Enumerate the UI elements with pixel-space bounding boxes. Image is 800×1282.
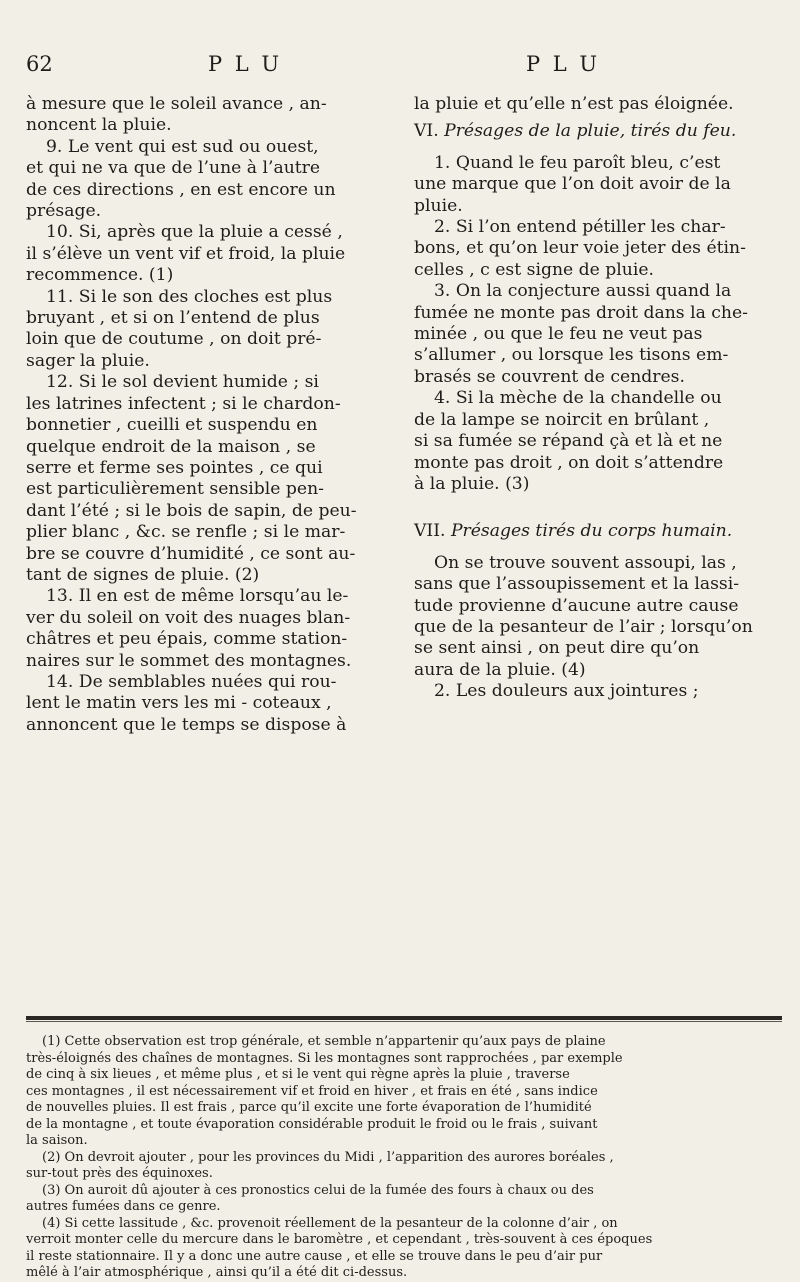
text-line: de la lampe se noircit en brûlant , bbox=[414, 409, 710, 430]
running-head-right: P L U bbox=[526, 52, 601, 76]
text-line: noncent la pluie. bbox=[26, 115, 172, 136]
section-numeral: VII. bbox=[414, 521, 446, 542]
text-line: 10. Si, après que la pluie a cessé , bbox=[46, 222, 343, 243]
footnote-line: verroit monter celle du mercure dans le baromètre , et cependant , très-souvent à ces époques bbox=[26, 1232, 653, 1247]
text-line: 12. Si le sol devient humide ; si bbox=[46, 372, 319, 393]
text-line: 2. Si l’on entend pétiller les char- bbox=[434, 217, 726, 238]
text-line: dant l’été ; si le bois de sapin, de peu- bbox=[26, 500, 357, 521]
text-line: recommence. (1) bbox=[26, 265, 174, 286]
footnote-line: de cinq à six lieues , et même plus , et si le vent qui règne après la pluie , traverse bbox=[26, 1067, 570, 1082]
section-heading-body bbox=[414, 521, 782, 542]
footnote-rule-thin bbox=[26, 1021, 782, 1022]
text-line: les latrines infectent ; si le chardon- bbox=[26, 393, 341, 414]
text-line: à mesure que le soleil avance , an- bbox=[26, 94, 327, 114]
text-line: monte pas droit , on doit s’attendre bbox=[414, 452, 724, 473]
text-line: il s’élève un vent vif et froid, la pluie bbox=[26, 243, 346, 264]
text-line: bons, et qu’on leur voie jeter des étin- bbox=[414, 238, 746, 259]
text-line: aura de la pluie. (4) bbox=[414, 659, 586, 680]
text-line: bonnetier , cueilli et suspendu en bbox=[26, 415, 318, 436]
text-line: est particulièrement sensible pen- bbox=[26, 479, 324, 500]
text-line: présage. bbox=[26, 201, 102, 222]
text-line: annoncent que le temps se dispose à bbox=[26, 714, 347, 735]
text-line: quelque endroit de la maison , se bbox=[26, 436, 316, 457]
text-line: ver du soleil on voit des nuages blan- bbox=[26, 607, 351, 628]
text-line: lent le matin vers les mi - coteaux , bbox=[26, 693, 332, 714]
text-line: une marque que l’on doit avoir de la bbox=[414, 174, 731, 195]
text-line: 11. Si le son des cloches est plus bbox=[46, 286, 333, 307]
text-line: On se trouve souvent assoupi, las , bbox=[434, 552, 737, 573]
text-line: sager la pluie. bbox=[26, 350, 150, 371]
text-line: 9. Le vent qui est sud ou ouest, bbox=[46, 136, 319, 157]
text-line: et qui ne va que de l’une à l’autre bbox=[26, 158, 321, 179]
footnote-line: (3) On auroit dû ajouter à ces pronostics celui de la fumée des fours à chaux ou des bbox=[42, 1182, 594, 1198]
section-heading-fire bbox=[414, 121, 782, 142]
section-title: Présages de la pluie, tirés du feu. bbox=[444, 121, 737, 142]
text-line: serre et ferme ses pointes , ce qui bbox=[26, 457, 323, 478]
footnote-line: (4) Si cette lassitude , &c. provenoit réellement de la pesanteur de la colonne d’air , on bbox=[42, 1215, 618, 1231]
footnote-line: ces montagnes , il est nécessairement vif et froid en hiver , et frais en été , sans indice bbox=[26, 1083, 598, 1099]
footnote-line: autres fumées dans ce genre. bbox=[26, 1199, 221, 1214]
footnote-line: de nouvelles pluies. Il est frais , parce qu’il excite une forte évaporation de l’humidité bbox=[26, 1100, 592, 1115]
text-line: à la pluie. (3) bbox=[414, 473, 530, 494]
section-body-body bbox=[414, 553, 782, 703]
text-line: bre se couvre d’humidité , ce sont au- bbox=[26, 543, 356, 564]
section-title: Présages tirés du corps humain. bbox=[450, 521, 733, 542]
footnote-line: la saison. bbox=[26, 1133, 88, 1148]
text-line: plier blanc , &c. se renfle ; si le mar- bbox=[26, 522, 346, 543]
text-line: bruyant , et si on l’entend de plus bbox=[26, 308, 320, 329]
section-body-fire bbox=[414, 153, 782, 496]
text-line: brasés se couvrent de cendres. bbox=[414, 366, 685, 387]
text-line: naires sur le sommet des montagnes. bbox=[26, 650, 352, 671]
text-line: châtres et peu épais, comme station- bbox=[26, 629, 348, 650]
footnote-line: (2) On devroit ajouter , pour les provinces du Midi , l’apparition des aurores boréales , bbox=[42, 1149, 614, 1165]
text-line: tude provienne d’aucune autre cause bbox=[414, 595, 739, 616]
text-line: fumée ne monte pas droit dans la che- bbox=[414, 302, 748, 323]
left-column bbox=[26, 94, 396, 736]
text-line: minée , ou que le feu ne veut pas bbox=[414, 324, 703, 345]
footnote-rule bbox=[26, 1016, 782, 1020]
footnote-line: très-éloignés des chaînes de montagnes. Si les montagnes sont rapprochées , par exemple bbox=[26, 1050, 623, 1066]
text-line: que de la pesanteur de l’air ; lorsqu’on bbox=[414, 616, 753, 637]
running-head-left: P L U bbox=[208, 52, 283, 76]
page-number: 62 bbox=[26, 52, 53, 76]
text-line: 3. On la conjecture aussi quand la bbox=[434, 281, 732, 302]
footnote-line: il reste stationnaire. Il y a donc une autre cause , et elle se trouve dans le peu d’air pur bbox=[26, 1248, 603, 1264]
text-line: s’allumer , ou lorsque les tisons em- bbox=[414, 345, 729, 366]
text-line: de ces directions , en est encore un bbox=[26, 179, 336, 200]
footnotes bbox=[26, 1034, 782, 1282]
text-line: se sent ainsi , on peut dire qu’on bbox=[414, 638, 700, 659]
footnote-line: (1) Cette observation est trop générale, et semble n’appartenir qu’aux pays de plaine bbox=[42, 1034, 606, 1049]
footnote-line: de la montagne , et toute évaporation considérable produit le froid ou le frais , suivant bbox=[26, 1116, 598, 1132]
text-line: 13. Il en est de même lorsqu’au le- bbox=[46, 586, 349, 607]
right-column bbox=[414, 94, 782, 703]
text-line: la pluie et qu’elle n’est pas éloignée. bbox=[414, 94, 734, 114]
text-line: 4. Si la mèche de la chandelle ou bbox=[434, 388, 722, 409]
text-line: si sa fumée se répand çà et là et ne bbox=[414, 431, 723, 452]
text-line: sans que l’assoupissement et la lassi- bbox=[414, 574, 740, 595]
text-line: loin que de coutume , on doit pré- bbox=[26, 329, 322, 350]
text-line: 2. Les douleurs aux jointures ; bbox=[434, 681, 699, 702]
text-line: tant de signes de pluie. (2) bbox=[26, 564, 260, 585]
footnote-line: sur-tout près des équinoxes. bbox=[26, 1166, 213, 1181]
section-numeral: VI. bbox=[414, 121, 439, 142]
text-line: pluie. bbox=[414, 195, 463, 216]
text-line: 14. De semblables nuées qui rou- bbox=[46, 671, 337, 692]
footnote-line: mêlé à l’air atmosphérique , ainsi qu’il a été dit ci-dessus. bbox=[26, 1265, 408, 1280]
text-line: 1. Quand le feu paroît bleu, c’est bbox=[434, 152, 721, 173]
text-line: celles , c est signe de pluie. bbox=[414, 259, 654, 280]
